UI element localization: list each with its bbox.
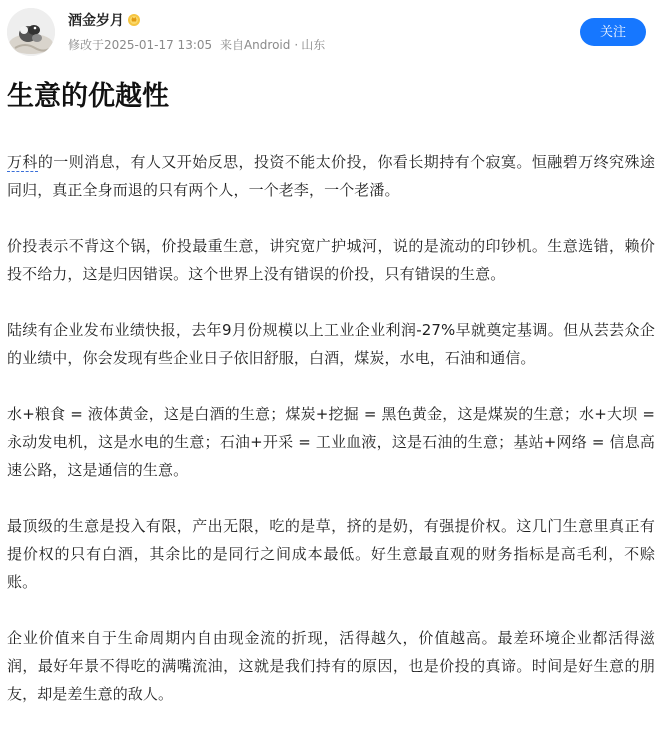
paragraph-4: 水+粮食 = 液体黄金，这是白酒的生意；煤炭+挖掘 = 黑色黄金，这是煤炭的生意；水+大坝 = 永动发电机，这是水电的生意；石油+开采 = 工业血液，这是石油的生意；基站+网络 = 信息高速公路，这是通信的生意。 xyxy=(7,405,655,479)
paragraph-5: 最顶级的生意是投入有限，产出无限，吃的是草，挤的是奶，有强提价权。这几门生意里真正有提价权的只有白酒，其余比的是同行之间成本最低。好生意最直观的财务指标是高毛利，不赊账。 xyxy=(7,517,655,591)
gold-medal-icon xyxy=(127,13,141,27)
paragraph-2: 价投表示不背这个锅，价投最重生意，讲究宽广护城河，说的是流动的印钞机。生意选错，赖价投不给力，这是归因错误。这个世界上没有错误的价投，只有错误的生意。 xyxy=(7,237,655,283)
meta-separator: · xyxy=(294,38,299,52)
stock-link-vanke[interactable]: 万科 xyxy=(7,153,38,171)
post-meta xyxy=(68,37,329,53)
post-location: 山东 xyxy=(301,38,326,52)
author-name[interactable] xyxy=(68,12,141,30)
author-avatar[interactable] xyxy=(7,8,55,56)
avatar-image xyxy=(7,8,55,56)
article-body xyxy=(7,148,655,736)
article-title: 生意的优越性 xyxy=(7,81,169,112)
paragraph-1-text: 的一则消息，有人又开始反思，投资不能太价投，你看长期持有个寂寞。恒融碧万终究殊途同归，真正全身而退的只有两个人，一个老李，一个老潘。 xyxy=(7,153,655,199)
paragraph-6: 企业价值来自于生命周期内自由现金流的折现，活得越久，价值越高。最差环境企业都活得滋润，最好年景不得吃的满嘴流油，这就是我们持有的原因，也是价投的真谛。时间是好生意的朋友，却是差生意的敌人。 xyxy=(7,629,655,703)
paragraph-3: 陆续有企业发布业绩快报，去年9月份规模以上工业企业利润-27%早就奠定基调。但从芸芸众企的业绩中，你会发现有些企业日子依旧舒服，白酒，煤炭，水电，石油和通信。 xyxy=(7,321,655,367)
post-header xyxy=(0,0,660,62)
modified-time: 修改于2025-01-17 13:05 xyxy=(68,38,213,52)
author-name-text[interactable]: 酒金岁月 xyxy=(68,13,124,29)
paragraph-1 xyxy=(7,148,655,204)
post-source: 来自Android xyxy=(219,38,291,52)
follow-button[interactable]: 关注 xyxy=(580,18,646,46)
